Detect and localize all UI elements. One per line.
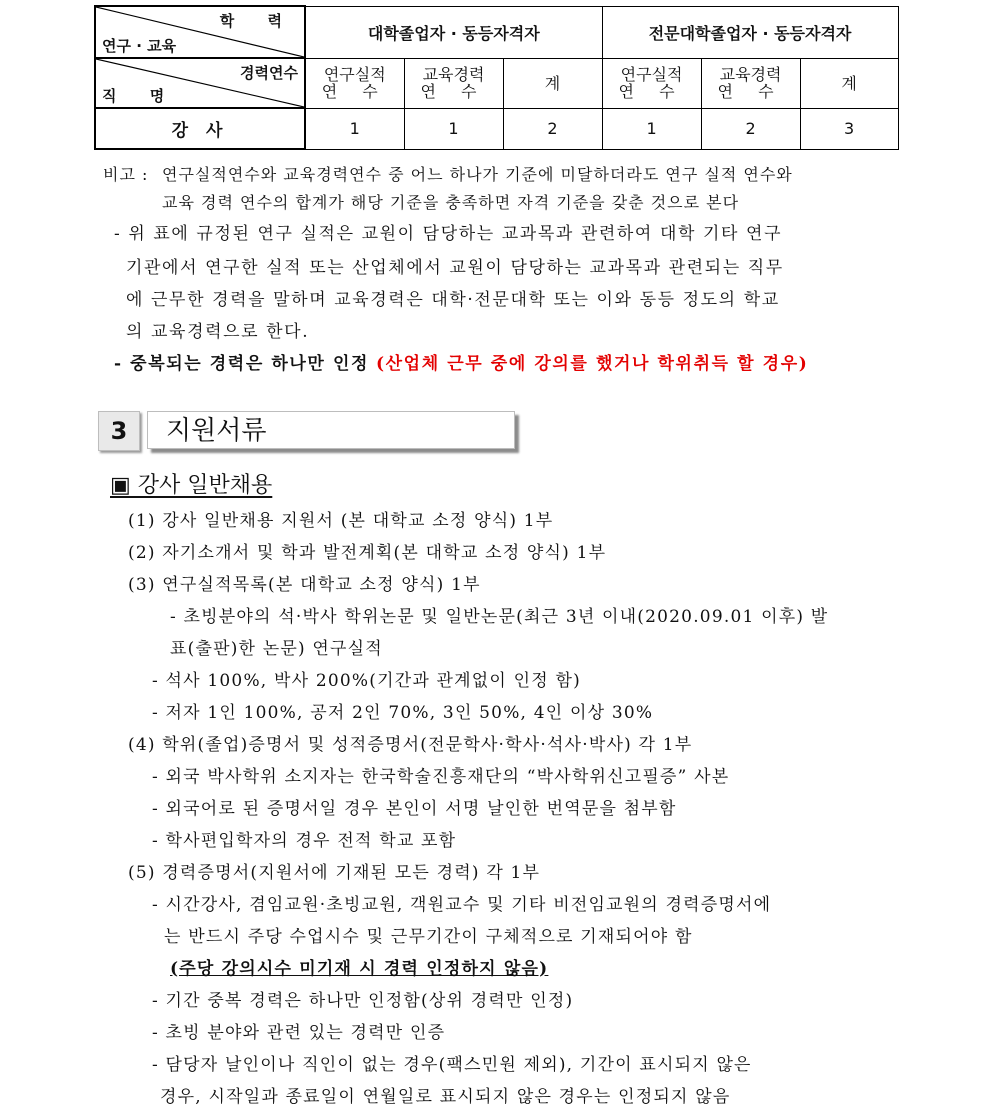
diagonal-header-cell-bottom: [95, 58, 305, 108]
table-cell: 2: [503, 108, 602, 149]
list-item: - 초빙분야의 석·박사 학위논문 및 일반논문(최근 3년 이내(2020.09.01 이후) 발: [170, 607, 829, 627]
para-line-4: 의 교육경력으로 한다.: [126, 322, 310, 342]
duplicate-career-note: [114, 349, 808, 374]
note-line-1: 연구실적연수와 교육경력연수 중 어느 하나가 기준에 미달하더라도 연구 실적 연수와: [162, 165, 793, 184]
para-line-1: - 위 표에 규정된 연구 실적은 교원이 담당하는 교과목과 관련하여 대학 기타 연구: [114, 224, 783, 244]
list-item: (5) 경력증명서(지원서에 기재된 모든 경력) 각 1부: [128, 863, 541, 883]
list-item: (4) 학위(졸업)증명서 및 성적증명서(전문학사·학사·석사·박사) 각 1부: [128, 735, 693, 755]
list-item-emphasis: (주당 강의시수 미기재 시 경력 인정하지 않음): [170, 959, 549, 979]
section-number: 3: [98, 411, 140, 451]
diag-label-education: 학 력: [219, 12, 296, 30]
diag-label-career-years: 경력연수: [240, 64, 298, 82]
sub-research-years-2: 연구실적 연 수: [602, 58, 701, 108]
sub-edu-years-2: 교육경력 연 수: [701, 58, 800, 108]
list-item: - 외국 박사학위 소지자는 한국학술진흥재단의 “박사학위신고필증” 사본: [152, 767, 730, 787]
diag-label-position: 직 명: [102, 87, 179, 105]
duplicate-career-red: (산업체 근무 중에 강의를 했거나 학위취득 할 경우): [376, 354, 809, 374]
list-item: - 시간강사, 겸임교원·초빙교원, 객원교수 및 기타 비전임교원의 경력증명서에: [152, 895, 772, 915]
list-item: (1) 강사 일반채용 지원서 (본 대학교 소정 양식) 1부: [128, 511, 554, 531]
note-label: 비고 :: [103, 165, 149, 184]
list-item: - 기간 중복 경력은 하나만 인정함(상위 경력만 인정): [152, 991, 574, 1011]
list-item: - 외국어로 된 증명서일 경우 본인이 서명 날인한 번역문을 첨부함: [152, 799, 677, 819]
section-title: 지원서류: [147, 411, 515, 449]
list-item: (3) 연구실적목록(본 대학교 소정 양식) 1부: [128, 575, 481, 595]
table-cell: 1: [305, 108, 404, 149]
sub-research-years-1: 연구실적 연 수: [305, 58, 404, 108]
sub-total-1: 계: [503, 58, 602, 108]
list-item: - 석사 100%, 박사 200%(기간과 관계없이 인정 함): [152, 671, 581, 691]
list-item: 경우, 시작일과 종료일이 연월일로 표시되지 않은 경우는 인정되지 않음: [160, 1087, 731, 1107]
subheading-lecturer-hiring: ▣ 강사 일반채용: [110, 473, 273, 498]
list-item: 표(출판)한 논문) 연구실적: [170, 639, 383, 659]
table-cell: 2: [701, 108, 800, 149]
list-item: - 학사편입학자의 경우 전적 학교 포함: [152, 831, 457, 851]
para-line-2: 기관에서 연구한 실적 또는 산업체에서 교원이 담당하는 교과목과 관련되는 직무: [126, 258, 784, 278]
group-university: 대학졸업자 · 동등자격자: [305, 6, 602, 58]
sub-edu-years-1: 교육경력 연 수: [404, 58, 503, 108]
group-college: 전문대학졸업자 · 동등자격자: [602, 6, 898, 58]
row-title-lecturer: 강 사: [95, 108, 305, 149]
list-item: - 담당자 날인이나 직인이 없는 경우(팩스민원 제외), 기간이 표시되지 않은: [152, 1055, 752, 1075]
note-line-2: 교육 경력 연수의 합계가 해당 기준을 충족하면 자격 기준을 갖춘 것으로 본다: [162, 193, 740, 212]
list-item: - 저자 1인 100%, 공저 2인 70%, 3인 50%, 4인 이상 30%: [152, 703, 654, 723]
list-item: 는 반드시 주당 수업시수 및 근무기간이 구체적으로 기재되어야 함: [164, 927, 693, 947]
table-cell: 3: [800, 108, 898, 149]
para-line-3: 에 근무한 경력을 말하며 교육경력은 대학·전문대학 또는 이와 동등 정도의 학교: [126, 290, 780, 310]
qualification-table: [94, 5, 899, 150]
table-cell: 1: [404, 108, 503, 149]
diagonal-header-cell-top: [95, 6, 305, 58]
list-item: - 초빙 분야와 관련 있는 경력만 인증: [152, 1023, 446, 1043]
table-cell: 1: [602, 108, 701, 149]
duplicate-career-bold: - 중복되는 경력은 하나만 인정: [114, 354, 369, 374]
list-item: (2) 자기소개서 및 학과 발전계획(본 대학교 소정 양식) 1부: [128, 543, 607, 563]
diag-label-research-edu: 연구 · 교육: [102, 37, 177, 55]
sub-total-2: 계: [800, 58, 898, 108]
